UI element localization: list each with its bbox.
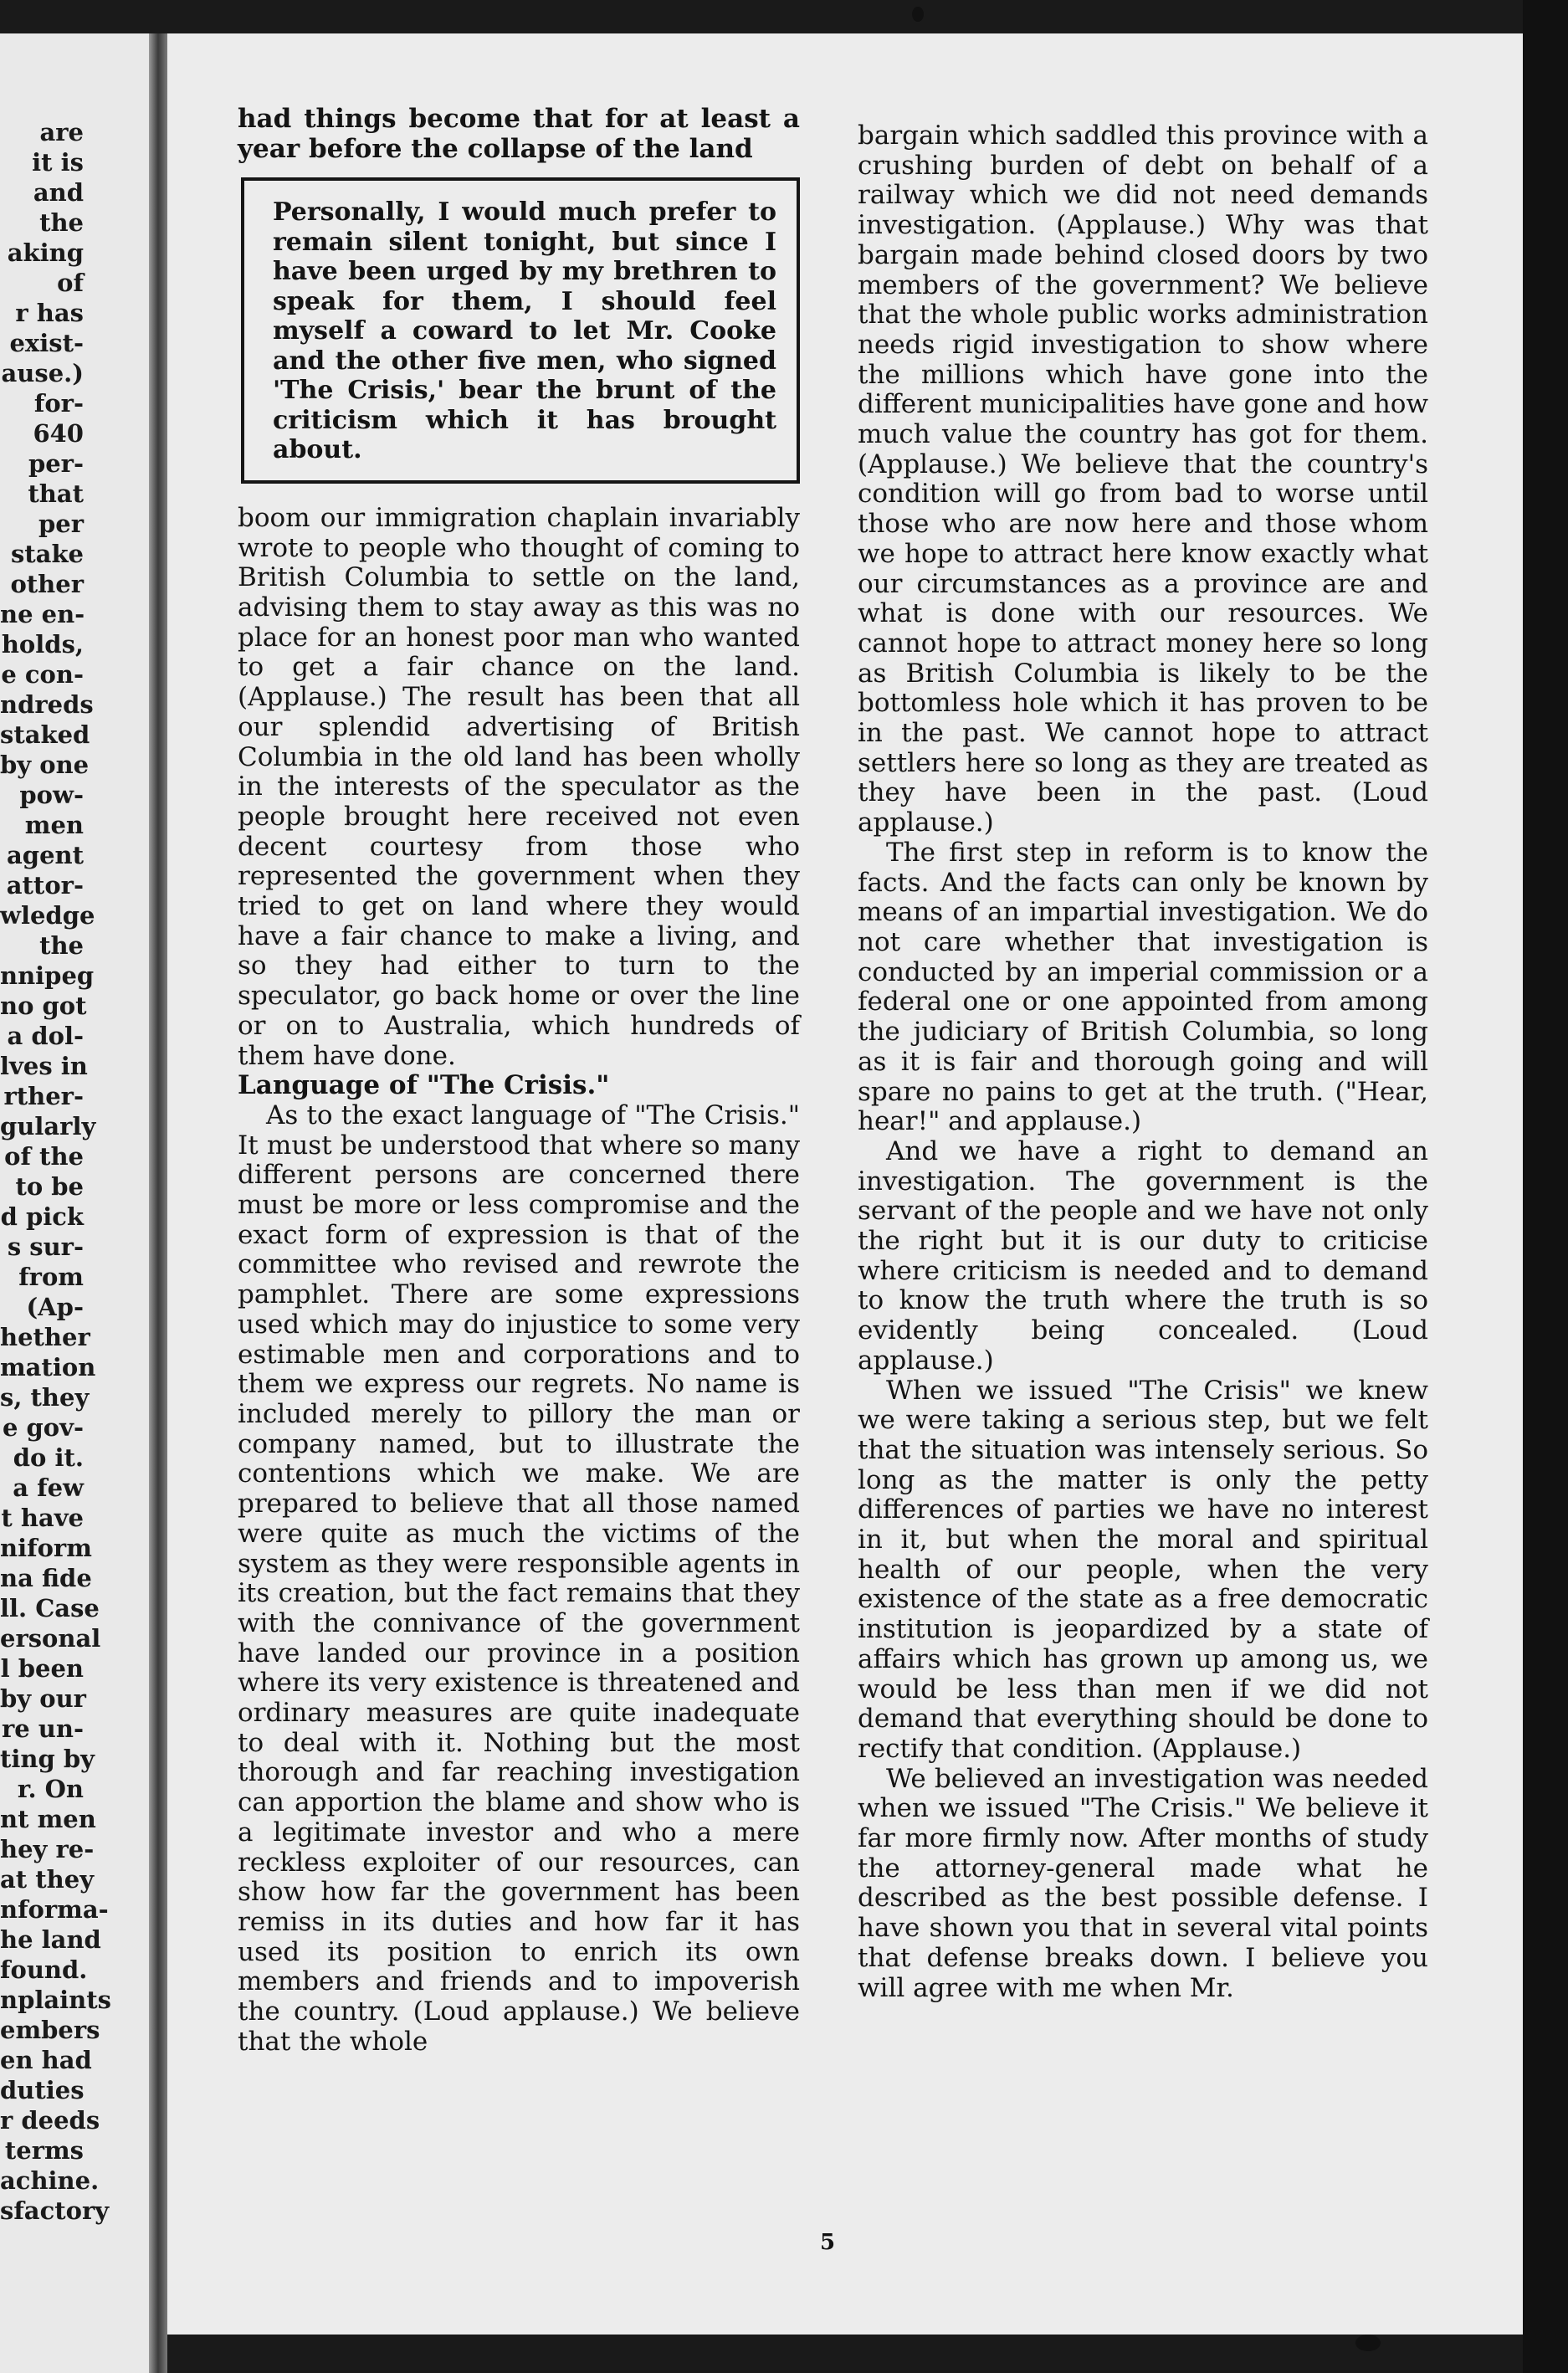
adjacent-text-fragment: d pick (0, 1202, 84, 1231)
adjacent-text-fragment: staked (0, 720, 90, 749)
section-subheading: Language of "The Crisis." (238, 1070, 610, 1101)
adjacent-text-fragment: exist- (9, 329, 84, 357)
adjacent-text-fragment: na fide (0, 1564, 92, 1592)
adjacent-text-fragment: ne en- (0, 600, 85, 628)
column-right-paragraph: We believed an investigation was needed when we issued "The Crisis." We believe it far more firmly now. After months of study the attorney-general made what he described as the best possible defense. I have shown you that in several vital points that defense breaks down. I believe you will agree with me when Mr. (858, 1763, 1428, 2003)
column-right-paragraph: bargain which saddled this province with a crushing burden of debt on behalf of a railway which we did not need demands investigation. (Applause.) Why was that bargain made behind closed doors by two members of the government? We believe that the whole public works administration needs rigid investigation to show where the millions which have gone into the different municipalities have gone and how much value the country has got for them. (Applause.) We believe that the country's condition will go from bad to worse until those who are now here and those whom we hope to attract here know exactly what our circumstances as a province are and what is done with our resources. We cannot hope to attract money here so long as British Columbia is likely to be the bottomless hole which it has proven to be in the past. We cannot hope to attract settlers here so long as they are treated as they have been in the past. (Loud applause.) (858, 120, 1428, 838)
adjacent-text-fragment: a dol- (7, 1022, 84, 1050)
adjacent-text-fragment: he land (0, 1925, 101, 1954)
adjacent-text-fragment: (Ap- (26, 1293, 84, 1321)
adjacent-text-fragment: and (33, 178, 84, 207)
adjacent-text-fragment: aking (7, 238, 84, 267)
scan-border (1523, 0, 1568, 2373)
column-left-paragraph: boom our immigration chaplain invariably wrote to people who thought of coming to British Columbia to settle on the land, advising them to stay away as this was no place for an honest poor man who wanted to get a fair chance on the land. (Applause.) The result has been that all our splendid advertising of British Columbia in the old land has been wholly in the interests of the speculator as the people brought here received not even decent courtesy from those who represented the government when they tried to get on land where they would have a fair chance to make a living, and so they had either to turn to the speculator, go back home or over the line or on to Australia, which hundreds of them have done. (238, 502, 800, 1071)
adjacent-text-fragment: terms (4, 2136, 84, 2165)
pull-quote-box (241, 177, 800, 484)
adjacent-text-fragment: men (24, 811, 84, 839)
adjacent-text-fragment: e con- (1, 660, 84, 689)
adjacent-text-fragment: attor- (6, 871, 84, 899)
pull-quote-text: Personally, I would much prefer to remain silent tonight, but since I have been urged by my brethren to speak for them, I should feel myself a coward to let Mr. Cooke and the other five men, who signed 'The Crisis,' bear the brunt of the criticism which it has brought about. (273, 197, 776, 465)
adjacent-text-fragment: ause.) (1, 359, 84, 387)
adjacent-text-fragment: to be (15, 1172, 84, 1201)
adjacent-text-fragment: re un- (1, 1714, 84, 1743)
adjacent-text-fragment: holds, (1, 630, 84, 659)
column-right-paragraph: And we have a right to demand an investigation. The government is the servant of the people and we have not only the right but it is our duty to criticise where criticism is needed and to demand to know the truth where the truth is so evidently being concealed. (Loud applause.) (858, 1135, 1428, 1376)
column-right-paragraph: The first step in reform is to know the facts. And the facts can only be known by means of an impartial investigation. We do not care whether that investigation is conducted by an imperial commission or a federal one or one appointed from among the judiciary of British Columbia, so long as it is fair and thorough going and will spare no pains to get at the truth. ("Hear, hear!" and applause.) (858, 837, 1428, 1137)
adjacent-text-fragment: r deeds (0, 2106, 100, 2135)
column-left-lead: had things become that for at least a year before the collapse of the land (238, 104, 800, 164)
adjacent-text-fragment: the (39, 208, 84, 237)
adjacent-text-fragment: 640 (33, 419, 84, 448)
adjacent-text-fragment: it is (32, 148, 84, 177)
scan-speck (912, 7, 924, 22)
adjacent-text-fragment: of (57, 269, 84, 297)
adjacent-text-fragment: niform (0, 1534, 92, 1562)
adjacent-text-fragment: ndreds (0, 690, 94, 719)
adjacent-text-fragment: per (38, 510, 84, 538)
adjacent-text-fragment: embers (0, 2016, 100, 2044)
column-right-paragraph: When we issued "The Crisis" we knew we were taking a serious step, but we felt that the situation was intensely serious. So long as the matter is only the petty differences of parties we have no interest in it, but when the moral and spiritual health of our people, when the very existence of the state as a free democratic institution is jeopardized by a state of affairs which has grown up among us, we would be less than men if we did not demand that everything should be done to rectify that condition. (Applause.) (858, 1375, 1428, 1764)
adjacent-text-fragment: sfactory (0, 2196, 110, 2225)
adjacent-text-fragment: nt men (0, 1805, 96, 1833)
adjacent-page-edge (0, 33, 161, 2373)
adjacent-text-fragment: do it. (13, 1443, 84, 1472)
adjacent-text-fragment: r. On (17, 1775, 84, 1803)
adjacent-text-fragment: by our (0, 1684, 86, 1713)
adjacent-text-fragment: gularly (0, 1112, 96, 1140)
adjacent-text-fragment: ting by (0, 1745, 95, 1773)
adjacent-text-fragment: ersonal (0, 1624, 101, 1653)
column-left (238, 105, 800, 2057)
adjacent-text-fragment: duties (0, 2076, 85, 2104)
adjacent-text-fragment: the (39, 931, 84, 960)
adjacent-text-fragment: t have (1, 1504, 84, 1532)
adjacent-text-fragment: l been (0, 1654, 84, 1683)
adjacent-text-fragment: r has (15, 299, 84, 327)
adjacent-text-fragment: of the (4, 1142, 84, 1171)
column-left-paragraph: As to the exact language of "The Crisis." It must be understood that where so many different persons are concerned there must be more or less compromise and the exact form of expression is that of the committee who revised and rewrote the pamphlet. There are some expressions used which may do injustice to some very estimable men and corporations and to them we express our regrets. No name is included merely to pillory the man or company named, but to illustrate the contentions which we make. We are prepared to believe that all those named were quite as much the victims of the system as they were responsible agents in its creation, but the fact remains that they with the connivance of the government have landed our province in a position where its very existence is threatened and ordinary measures are quite inadequate to deal with it. Nothing but the most thorough and far reaching investigation can apportion the blame and show who is a legitimate investor and who a mere reckless exploiter of our resources, can show how far the government has been remiss in its duties and how far it has used its position to enrich its own members and friends and to impoverish the country. (Loud applause.) We believe that the whole (238, 1099, 800, 2057)
newspaper-page (167, 33, 1523, 2335)
adjacent-text-fragment: hey re- (0, 1835, 95, 1863)
adjacent-text-fragment: nforma- (0, 1895, 109, 1924)
adjacent-text-fragment: agent (7, 841, 84, 869)
adjacent-text-fragment: at they (0, 1865, 95, 1894)
adjacent-text-fragment: pow- (19, 781, 84, 809)
adjacent-text-fragment: s, they (0, 1383, 90, 1412)
adjacent-text-fragment: e gov- (2, 1413, 84, 1442)
adjacent-text-fragment: achine. (0, 2166, 100, 2195)
column-right (858, 121, 1428, 2003)
adjacent-text-fragment: for- (33, 389, 84, 418)
adjacent-text-fragment: mation (0, 1353, 96, 1381)
page-gutter (149, 33, 167, 2373)
page-number: 5 (820, 2230, 836, 2255)
adjacent-text-fragment: other (10, 570, 84, 598)
adjacent-text-fragment: nplaints (0, 1986, 111, 2014)
adjacent-text-fragment: s sur- (7, 1233, 84, 1261)
adjacent-text-fragment: per- (28, 449, 84, 478)
adjacent-text-fragment: hether (0, 1323, 90, 1351)
adjacent-text-fragment: nnipeg (0, 961, 95, 990)
adjacent-text-fragment: stake (10, 540, 84, 568)
adjacent-text-fragment: by one (0, 751, 90, 779)
adjacent-page-text-fragments (0, 117, 111, 2226)
adjacent-text-fragment: wledge (0, 901, 95, 930)
adjacent-text-fragment: found. (0, 1955, 88, 1984)
adjacent-text-fragment: ll. Case (0, 1594, 100, 1622)
scan-speck (1355, 2335, 1381, 2351)
adjacent-text-fragment: are (39, 118, 84, 146)
adjacent-text-fragment: no got (0, 992, 87, 1020)
adjacent-text-fragment: a few (13, 1474, 84, 1502)
adjacent-text-fragment: from (18, 1263, 84, 1291)
adjacent-text-fragment: rther- (3, 1082, 84, 1110)
adjacent-text-fragment: en had (0, 2046, 92, 2074)
adjacent-text-fragment: lves in (0, 1052, 88, 1080)
adjacent-text-fragment: that (28, 479, 84, 508)
